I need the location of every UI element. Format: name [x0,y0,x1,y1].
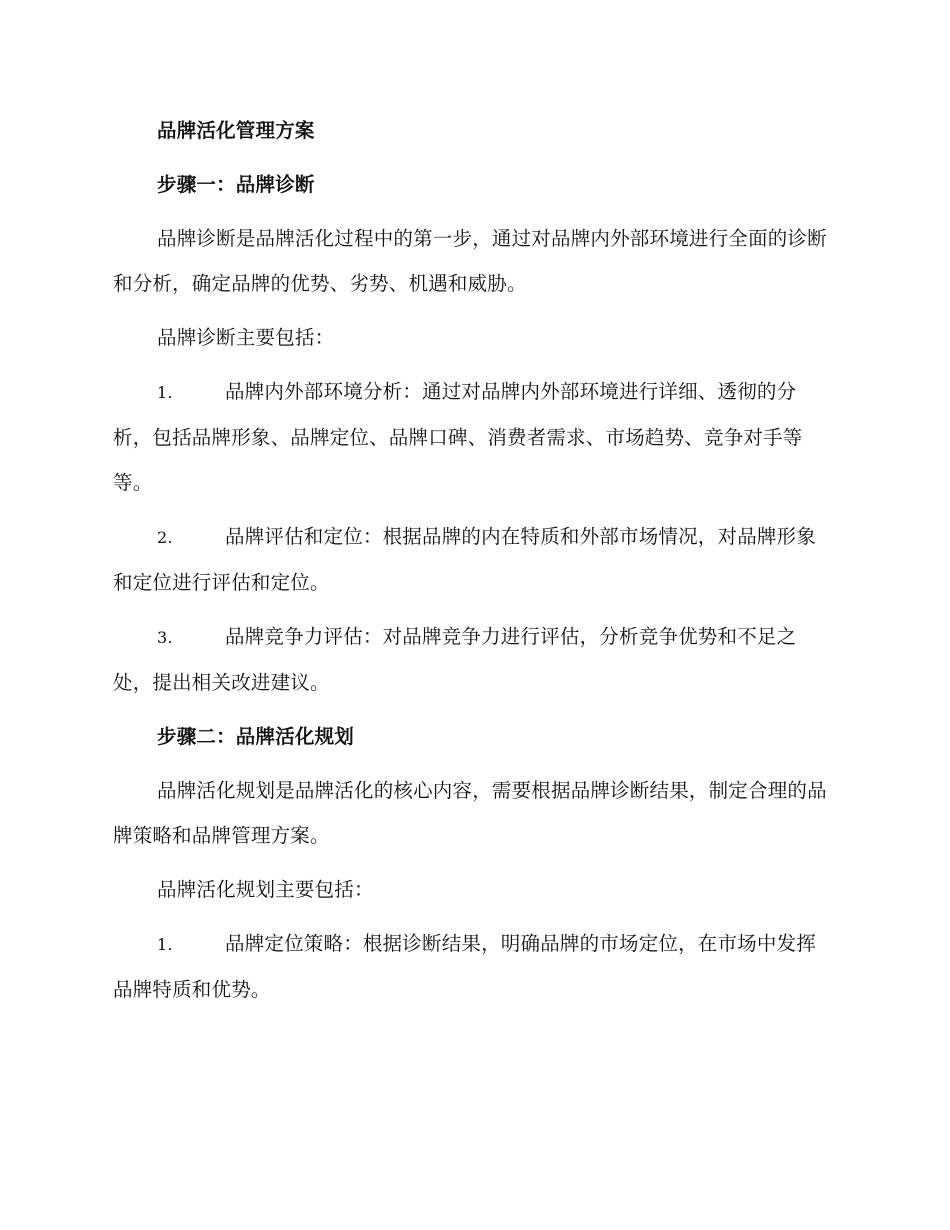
step2-list-item [113,921,835,1012]
list-item-text: 品牌竞争力评估：对品牌竞争力进行评估，分析竞争优势和不足之处，提出相关改进建议。 [113,625,797,694]
list-number: 2. [157,528,173,547]
step1-list-item [113,514,835,605]
list-number: 1. [157,935,173,954]
list-number: 3. [157,628,173,647]
step1-heading: 步骤一：品牌诊断 [157,173,315,196]
document-title: 品牌活化管理方案 [157,119,315,142]
step1-lead: 品牌诊断主要包括： [157,326,335,349]
step1-list-item [113,614,835,705]
list-item-text: 品牌定位策略：根据诊断结果，明确品牌的市场定位，在市场中发挥品牌特质和优势。 [113,932,817,1001]
step2-intro: 品牌活化规划是品牌活化的核心内容，需要根据品牌诊断结果，制定合理的品牌策略和品牌管理方案。 [113,779,827,847]
list-item-text: 品牌评估和定位：根据品牌的内在特质和外部市场情况，对品牌形象和定位进行评估和定位。 [113,525,817,594]
list-item-text: 品牌内外部环境分析：通过对品牌内外部环境进行详细、透彻的分析，包括品牌形象、品牌定位、品牌口碑、消费者需求、市场趋势、竞争对手等等。 [113,380,803,494]
document-body [113,108,835,1021]
step2-heading: 步骤二：品牌活化规划 [157,725,355,748]
step1-intro: 品牌诊断是品牌活化过程中的第一步，通过对品牌内外部环境进行全面的诊断和分析，确定品牌的优势、劣势、机遇和威胁。 [113,227,827,295]
step2-lead: 品牌活化规划主要包括： [157,878,374,901]
list-number: 1. [157,383,173,402]
step1-list-item [113,369,835,505]
